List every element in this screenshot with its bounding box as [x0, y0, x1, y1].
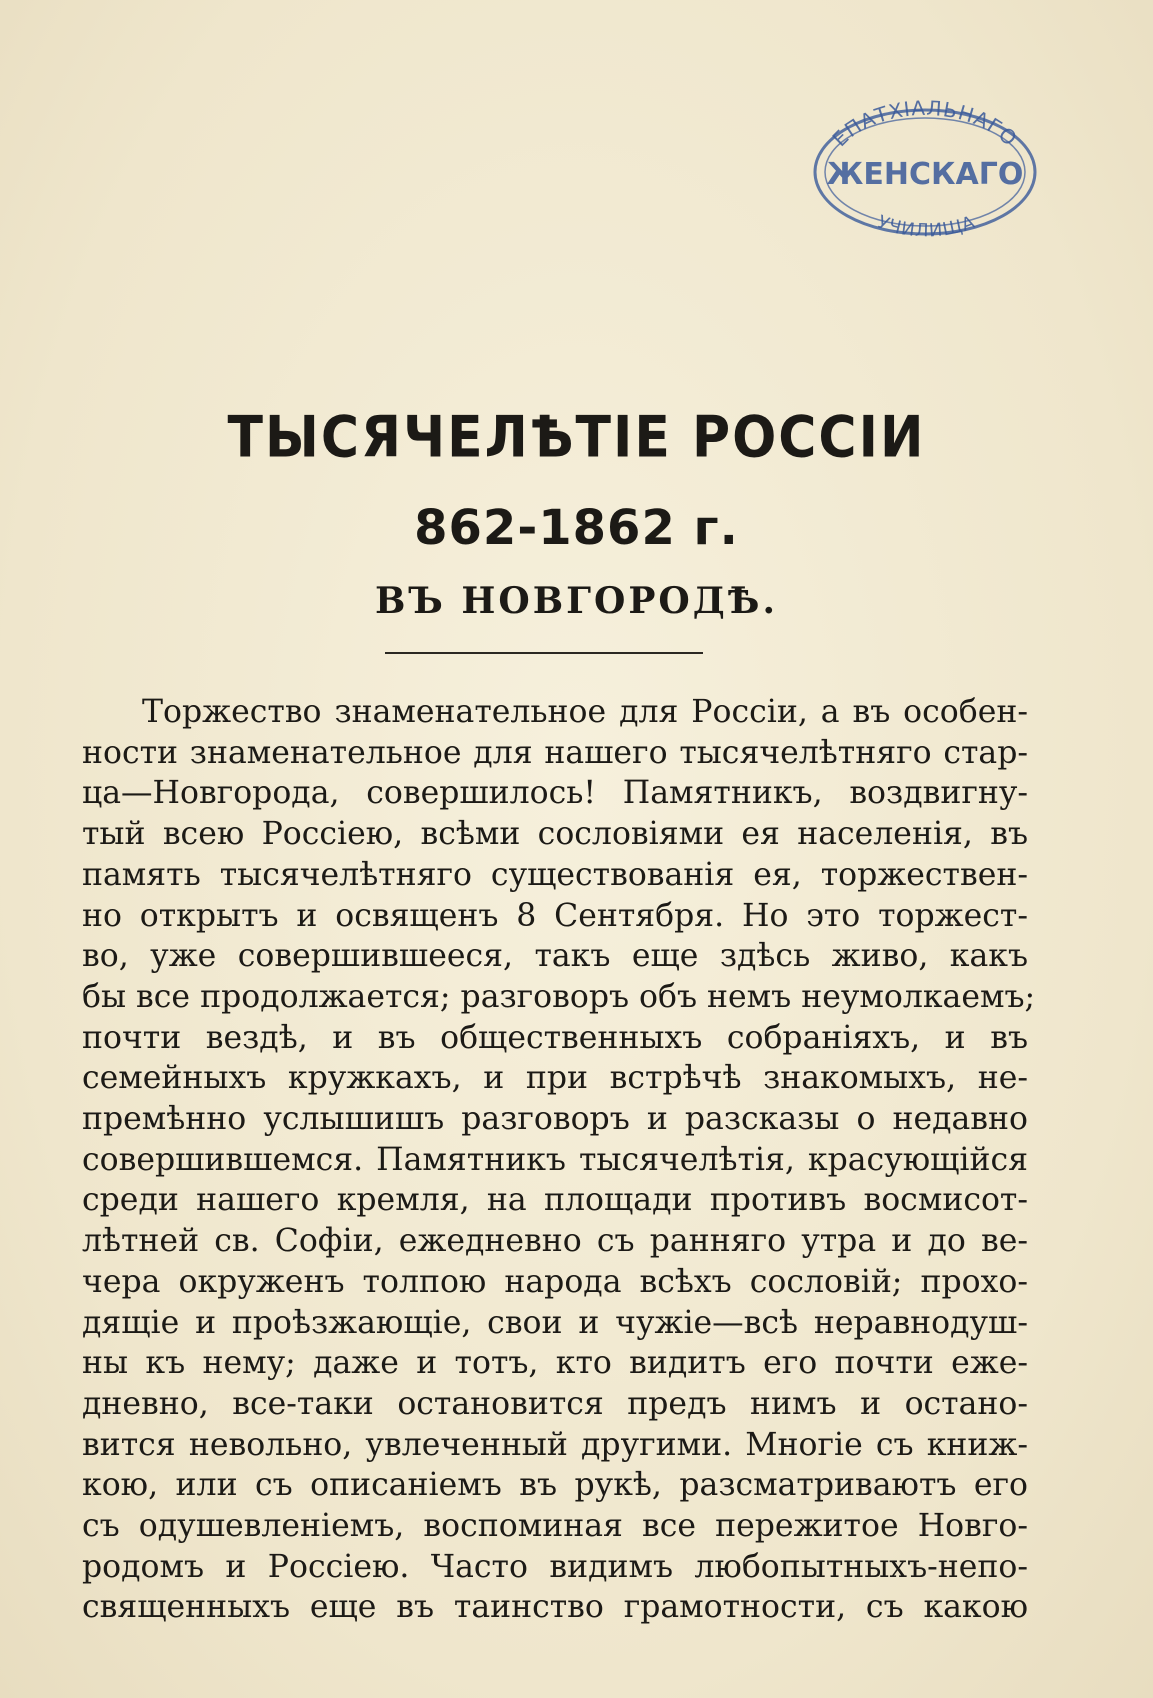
body-line: но открытъ и освященъ 8 Сентября. Но это торжест- — [82, 897, 1028, 934]
body-line: священныхъ еще въ таинство грамотности, съ какою — [82, 1589, 1028, 1626]
title-divider — [385, 652, 703, 654]
body-line: тый всею Россіею, всѣми сословіями ея населенія, въ — [82, 816, 1028, 853]
body-line: совершившемся. Памятникъ тысячелѣтія, красующійся — [82, 1141, 1028, 1178]
page-title: ТЫСЯЧЕЛѢТІЕ РОССІИ — [227, 405, 926, 471]
body-line: премѣнно услышишъ разговоръ и разсказы о недавно — [82, 1101, 1028, 1138]
body-line: среди нашего кремля, на площади противъ восмисот- — [82, 1182, 1028, 1219]
stamp-top-text: ЕПАТХІАЛЬНАГО — [827, 95, 1023, 152]
stamp-bottom-text: УЧИЛИЩА — [874, 211, 979, 242]
svg-text:ЕПАТХІАЛЬНАГО — [828, 96, 1023, 151]
body-line: ны къ нему; даже и тотъ, кто видитъ его почти еже- — [82, 1345, 1028, 1382]
body-line: чера окруженъ толпою народа всѣхъ сословій; прохо- — [82, 1263, 1028, 1300]
page-dates: 862-1862 г. — [414, 500, 739, 556]
svg-text:УЧИЛИЩА — [874, 212, 978, 242]
page-subtitle: ВЪ НОВГОРОДѢ. — [374, 580, 779, 622]
body-line: дящіе и проѣзжающіе, свои и чужіе—всѣ неравнодуш- — [82, 1304, 1028, 1341]
body-line: семейныхъ кружкахъ, и при встрѣчѣ знакомыхъ, не- — [82, 1060, 1028, 1097]
body-line: вится невольно, увлеченный другими. Многіе съ книж- — [82, 1426, 1028, 1463]
body-line: дневно, все-таки остановится предъ нимъ и остано- — [82, 1385, 1028, 1422]
body-paragraph — [82, 692, 1036, 1628]
body-line: кою, или съ описаніемъ въ рукѣ, разсматриваютъ его — [82, 1467, 1028, 1504]
stamp-middle-text: ЖЕНСКАГО — [826, 157, 1024, 192]
body-line: съ одушевленіемъ, воспоминая все пережитое Новго- — [82, 1508, 1028, 1545]
body-line: родомъ и Россіею. Часто видимъ любопытныхъ-непо- — [82, 1548, 1028, 1585]
body-line: ца—Новгорода, совершилось! Памятникъ, воздвигну- — [82, 775, 1028, 812]
body-line: бы все продолжается; разговоръ объ немъ неумолкаемъ; — [82, 978, 1036, 1015]
body-line: во, уже совершившееся, такъ еще здѣсь живо, какъ — [82, 938, 1028, 975]
body-line: ности знаменательное для нашего тысячелѣтняго стар- — [82, 734, 1028, 771]
body-line: Торжество знаменательное для Россіи, а въ особен- — [142, 694, 1028, 730]
library-stamp — [800, 92, 1050, 242]
body-line: память тысячелѣтняго существованія ея, торжествен- — [82, 856, 1028, 893]
body-line: лѣтней св. Софіи, ежедневно съ ранняго утра и до ве- — [82, 1223, 1028, 1260]
body-line: почти вездѣ, и въ общественныхъ собраніяхъ, и въ — [82, 1019, 1028, 1056]
